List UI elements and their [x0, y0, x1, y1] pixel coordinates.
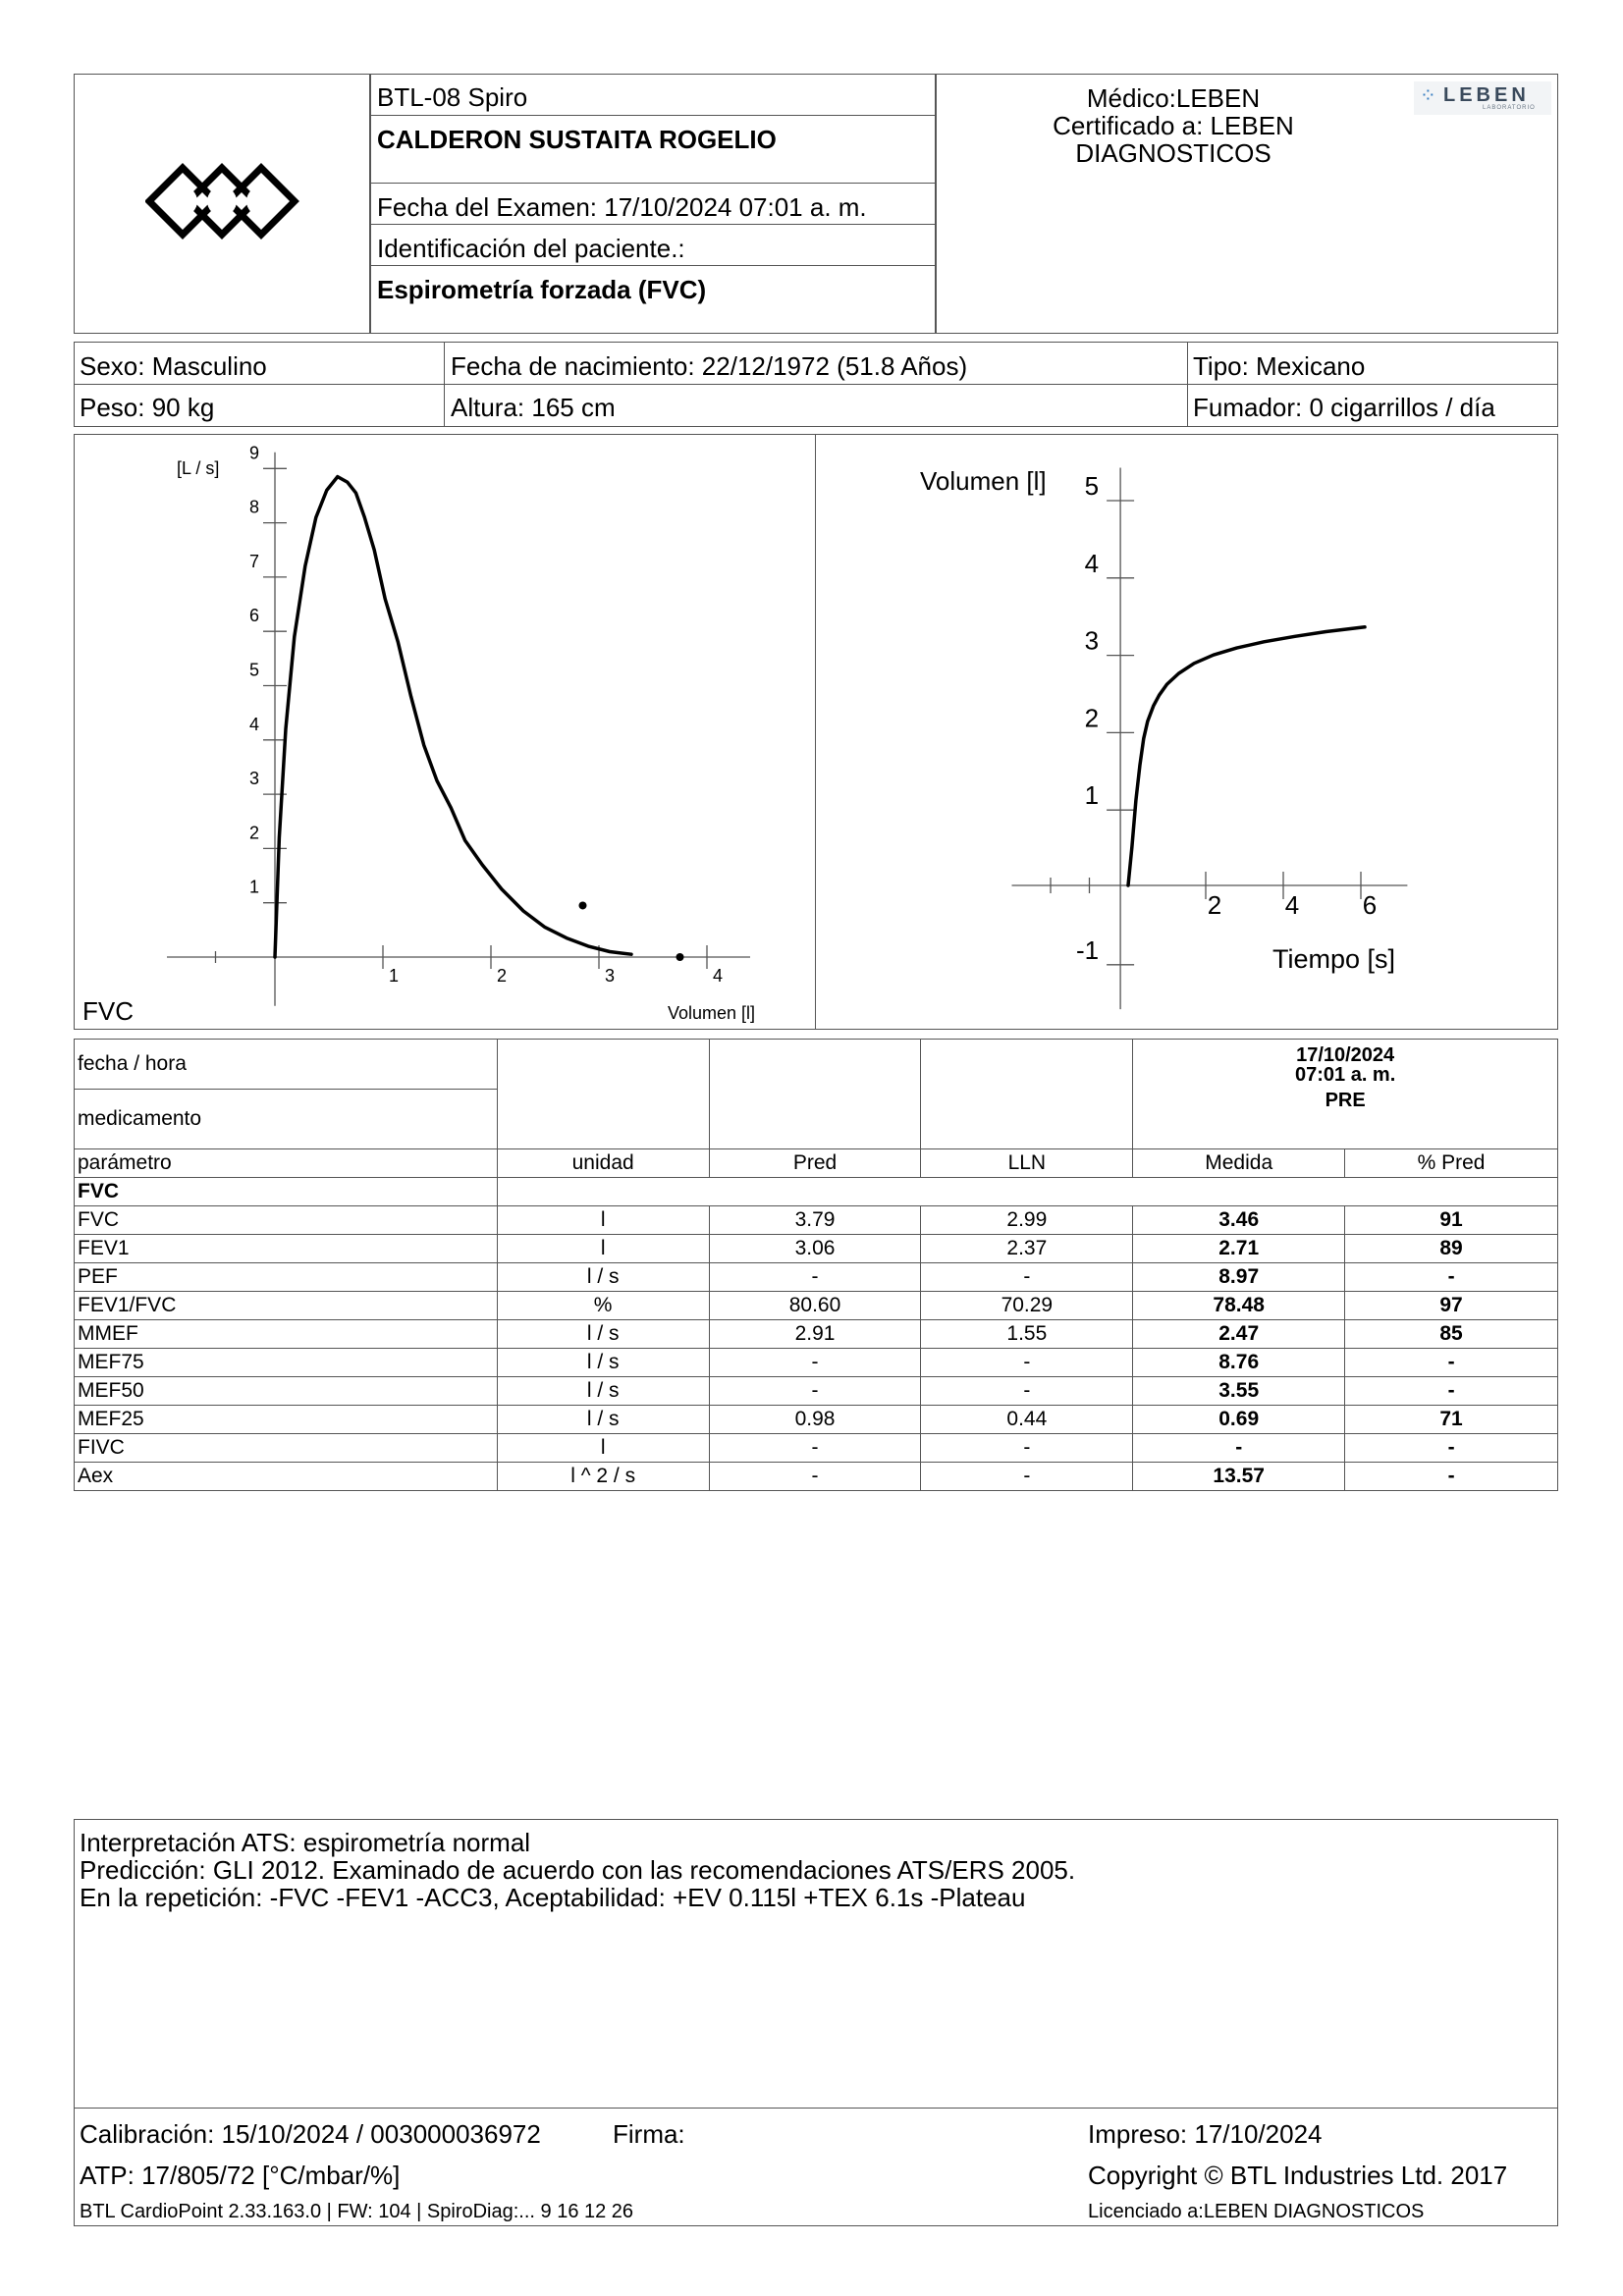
meta-empty-cell: [921, 1040, 1133, 1149]
table-cell: MEF50: [75, 1377, 498, 1406]
header-cell: % Pred: [1345, 1149, 1558, 1178]
fv-x-tick-label: 3: [605, 966, 616, 986]
fv-marker-point: [676, 953, 684, 961]
table-cell: -: [921, 1349, 1133, 1377]
signature-label: Firma:: [613, 2119, 685, 2149]
table-cell: 13.57: [1133, 1463, 1345, 1491]
table-cell: 2.99: [921, 1206, 1133, 1235]
table-cell: MMEF: [75, 1320, 498, 1349]
section-label: FVC: [75, 1178, 498, 1206]
vt-y-tick-label: 1: [1084, 780, 1100, 811]
doctor-line1: Médico:LEBEN: [1086, 83, 1261, 113]
header-rule: [369, 115, 935, 116]
table-cell: 2.71: [1133, 1235, 1345, 1263]
patient-smoker: Fumador: 0 cigarrillos / día: [1193, 393, 1495, 422]
header-rule: [369, 183, 935, 184]
table-row: [75, 1434, 1558, 1463]
patient-height: Altura: 165 cm: [451, 393, 616, 422]
table-cell: FEV1: [75, 1235, 498, 1263]
table-cell: 8.97: [1133, 1263, 1345, 1292]
table-cell: -: [1345, 1263, 1558, 1292]
table-cell: 3.79: [709, 1206, 921, 1235]
table-cell: 8.76: [1133, 1349, 1345, 1377]
measurement-condition: PRE: [1325, 1090, 1366, 1111]
table-cell: 80.60: [709, 1292, 921, 1320]
table-cell: FIVC: [75, 1434, 498, 1463]
results-table: [74, 1039, 1558, 1491]
patient-sex: Sexo: Masculino: [80, 351, 267, 381]
exam-date: Fecha del Examen: 17/10/2024 07:01 a. m.: [377, 192, 867, 222]
patient-dob: Fecha de nacimiento: 22/12/1972 (51.8 Años): [451, 351, 968, 381]
flow-volume-chart: [74, 434, 815, 1030]
table-cell: l: [497, 1235, 709, 1263]
fv-y-tick-label: 6: [248, 606, 259, 626]
measurement-time: 07:01 a. m.: [1294, 1064, 1396, 1086]
header-rule: [369, 265, 935, 266]
table-cell: 97: [1345, 1292, 1558, 1320]
vt-y-tick-label: 2: [1084, 703, 1100, 733]
table-cell: -: [1345, 1349, 1558, 1377]
fv-x-tick-label: 1: [389, 966, 400, 986]
table-cell: 78.48: [1133, 1292, 1345, 1320]
fv-y-tick-label: 3: [248, 769, 259, 789]
patient-id-label: Identificación del paciente.:: [377, 234, 685, 263]
vt-y-tick-label: 5: [1084, 471, 1100, 501]
meta-empty-cell: [497, 1040, 709, 1149]
fv-y-tick-label: 5: [248, 660, 259, 680]
volume-time-chart: [817, 434, 1558, 1030]
table-cell: 1.55: [921, 1320, 1133, 1349]
patient-name: CALDERON SUSTAITA ROGELIO: [377, 125, 777, 154]
patient-type: Tipo: Mexicano: [1193, 351, 1366, 381]
fv-y-tick-label: 8: [248, 497, 259, 517]
table-cell: 71: [1345, 1406, 1558, 1434]
atp-info: ATP: 17/805/72 [°C/mbar/%]: [80, 2161, 401, 2190]
table-cell: -: [1133, 1434, 1345, 1463]
leben-logo: [1414, 81, 1551, 115]
header-cell: parámetro: [75, 1149, 498, 1178]
doctor-info: [982, 84, 1365, 167]
fv-y-tick-label: 1: [248, 877, 259, 897]
table-section-row: [75, 1178, 1558, 1206]
table-cell: PEF: [75, 1263, 498, 1292]
fecha-hora-label: fecha / hora: [75, 1040, 498, 1090]
fv-x-tick-label: 4: [713, 966, 724, 986]
fv-y-tick-label: 2: [248, 823, 259, 843]
patient-divider: [1187, 342, 1188, 427]
interpretation-line3: En la repetición: -FVC -FEV1 -ACC3, Aceptabilidad: +EV 0.115l +TEX 6.1s -Plateau: [80, 1883, 1026, 1912]
vt-ylabel: Volumen [l]: [920, 466, 1047, 496]
table-cell: -: [1345, 1377, 1558, 1406]
table-row: [75, 1377, 1558, 1406]
volume-time-curve: [1128, 627, 1365, 885]
table-row: [75, 1463, 1558, 1491]
patient-divider: [444, 342, 445, 427]
interpretation-line2: Predicción: GLI 2012. Examinado de acuerdo con las recomendaciones ATS/ERS 2005.: [80, 1855, 1076, 1885]
fv-x-tick-label: 2: [497, 966, 508, 986]
table-cell: -: [921, 1463, 1133, 1491]
table-cell: 70.29: [921, 1292, 1133, 1320]
table-cell: l ^ 2 / s: [497, 1463, 709, 1491]
vt-y-tick-label: 4: [1084, 548, 1100, 578]
test-type: Espirometría forzada (FVC): [377, 275, 707, 304]
table-cell: -: [709, 1349, 921, 1377]
volume-time-axes: [1012, 467, 1408, 1009]
fv-ylabel: [L / s]: [177, 458, 220, 478]
fv-y-tick-label: 7: [248, 551, 259, 571]
software-info: BTL CardioPoint 2.33.163.0 | FW: 104 | SpiroDiag:... 9 16 12 26: [80, 2201, 634, 2222]
device-name: BTL-08 Spiro: [377, 82, 528, 112]
flow-volume-ticks: [216, 443, 724, 986]
table-cell: 0.69: [1133, 1406, 1345, 1434]
table-header-row: [75, 1149, 1558, 1178]
header-cell: Medida: [1133, 1149, 1345, 1178]
header-rule: [369, 224, 935, 225]
table-cell: -: [709, 1434, 921, 1463]
interpretation-rule: [74, 2108, 1558, 2109]
table-cell: -: [1345, 1463, 1558, 1491]
table-cell: 2.37: [921, 1235, 1133, 1263]
measurement-date: 17/10/2024: [1296, 1044, 1395, 1066]
table-row: [75, 1406, 1558, 1434]
measurement-header: [1133, 1040, 1558, 1149]
leben-logo-sub: LABORATORIO: [1483, 105, 1536, 111]
vt-xlabel: Tiempo [s]: [1272, 944, 1396, 974]
table-cell: l / s: [497, 1320, 709, 1349]
copyright: Copyright © BTL Industries Ltd. 2017: [1088, 2161, 1508, 2190]
table-cell: MEF75: [75, 1349, 498, 1377]
table-cell: l: [497, 1206, 709, 1235]
table-cell: l / s: [497, 1349, 709, 1377]
table-meta-row: [75, 1040, 1558, 1090]
table-cell: 3.46: [1133, 1206, 1345, 1235]
doctor-line3: DIAGNOSTICOS: [1075, 138, 1271, 168]
table-cell: 0.98: [709, 1406, 921, 1434]
table-cell: l / s: [497, 1406, 709, 1434]
fv-marker-point: [579, 901, 587, 909]
licensed-to: Licenciado a:LEBEN DIAGNOSTICOS: [1088, 2201, 1425, 2222]
table-cell: 0.44: [921, 1406, 1133, 1434]
vt-y-tick-label: -1: [1075, 934, 1100, 965]
table-cell: 89: [1345, 1235, 1558, 1263]
header-cell: Pred: [709, 1149, 921, 1178]
printed-date: Impreso: 17/10/2024: [1088, 2119, 1323, 2149]
table-cell: l / s: [497, 1263, 709, 1292]
flow-volume-curve: [275, 477, 631, 957]
table-row: [75, 1320, 1558, 1349]
table-cell: l / s: [497, 1377, 709, 1406]
results-body: [75, 1206, 1558, 1491]
vt-y-tick-label: 3: [1084, 625, 1100, 656]
fv-xlabel: Volumen [l]: [668, 1003, 756, 1023]
patient-rule: [74, 384, 1558, 385]
table-cell: -: [921, 1377, 1133, 1406]
table-cell: -: [709, 1263, 921, 1292]
table-cell: -: [1345, 1434, 1558, 1463]
table-cell: FEV1/FVC: [75, 1292, 498, 1320]
btl-logo: [145, 162, 300, 240]
table-cell: -: [921, 1263, 1133, 1292]
volume-time-ticks: [1051, 471, 1377, 965]
table-cell: -: [709, 1463, 921, 1491]
table-row: [75, 1206, 1558, 1235]
table-row: [75, 1235, 1558, 1263]
header-divider-left: [369, 74, 371, 334]
table-cell: l: [497, 1434, 709, 1463]
table-cell: 3.55: [1133, 1377, 1345, 1406]
interpretation-text: [80, 1829, 1075, 1911]
table-row: [75, 1292, 1558, 1320]
table-cell: 3.06: [709, 1235, 921, 1263]
table-cell: 91: [1345, 1206, 1558, 1235]
vt-x-tick-label: 6: [1362, 890, 1378, 920]
patient-weight: Peso: 90 kg: [80, 393, 215, 422]
fv-y-tick-label: 9: [248, 443, 259, 463]
table-cell: 2.47: [1133, 1320, 1345, 1349]
interpretation-line1: Interpretación ATS: espirometría normal: [80, 1828, 531, 1857]
vt-x-tick-label: 2: [1207, 890, 1222, 920]
table-cell: 85: [1345, 1320, 1558, 1349]
header-divider-right: [935, 74, 937, 334]
flow-volume-markers: [579, 901, 684, 961]
table-cell: -: [921, 1434, 1133, 1463]
meta-empty-cell: [709, 1040, 921, 1149]
table-cell: 2.91: [709, 1320, 921, 1349]
leben-logo-text: LEBEN: [1443, 84, 1530, 106]
header-cell: LLN: [921, 1149, 1133, 1178]
vt-x-tick-label: 4: [1284, 890, 1300, 920]
table-cell: Aex: [75, 1463, 498, 1491]
table-row: [75, 1263, 1558, 1292]
table-row: [75, 1349, 1558, 1377]
table-cell: MEF25: [75, 1406, 498, 1434]
section-empty-cell: [497, 1178, 1557, 1206]
fv-y-tick-label: 4: [248, 714, 259, 734]
table-cell: %: [497, 1292, 709, 1320]
doctor-line2: Certificado a: LEBEN: [1053, 111, 1294, 140]
leben-logo-icon: ⁘: [1420, 85, 1436, 107]
medicamento-label: medicamento: [75, 1090, 498, 1149]
calibration: Calibración: 15/10/2024 / 003000036972: [80, 2119, 541, 2149]
header-cell: unidad: [497, 1149, 709, 1178]
table-cell: FVC: [75, 1206, 498, 1235]
fv-chart-label: FVC: [82, 996, 134, 1026]
table-cell: -: [709, 1377, 921, 1406]
